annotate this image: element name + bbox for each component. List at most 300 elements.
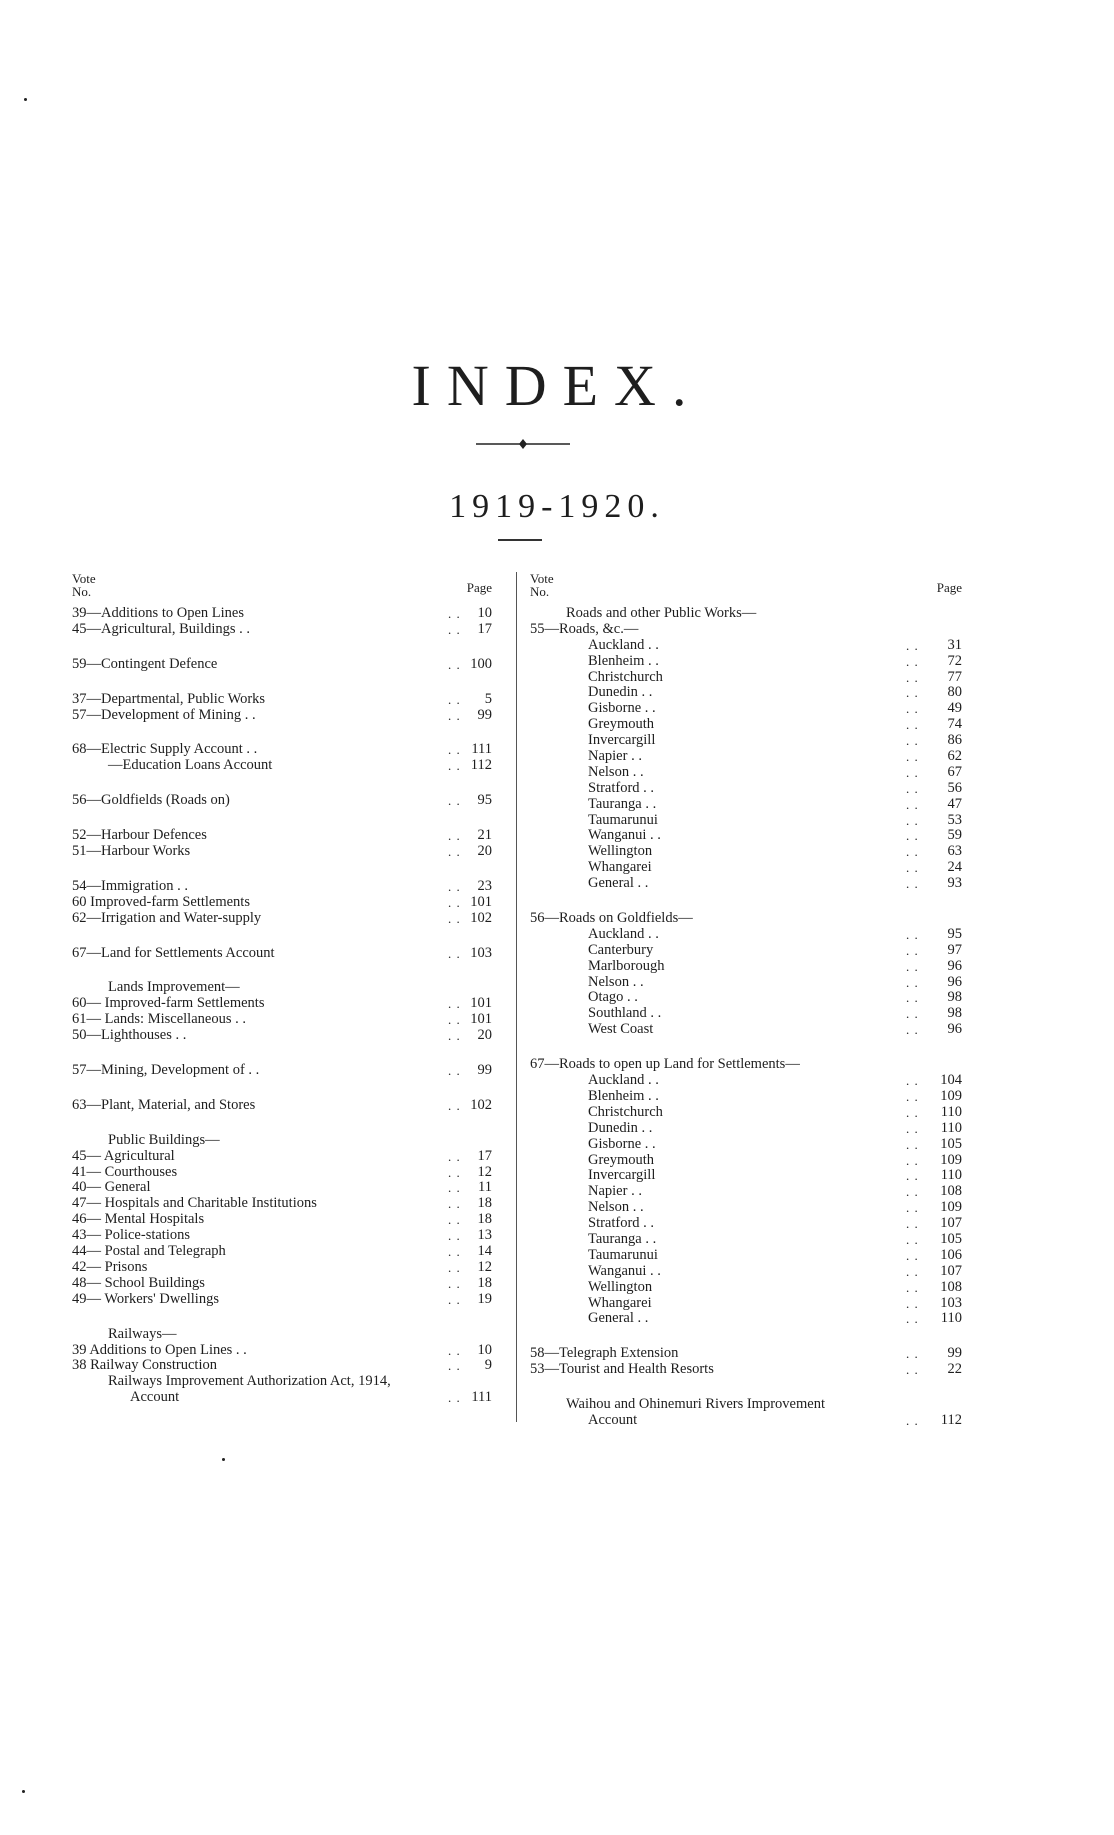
leader-dots: . .	[448, 910, 461, 926]
vote-no-header: Vote No.	[72, 571, 96, 599]
index-entry	[72, 1327, 492, 1343]
index-entry	[530, 765, 962, 781]
entry-page-number: 59	[947, 827, 962, 844]
index-entry	[72, 1390, 492, 1406]
entry-label: 59—Contingent Defence	[72, 655, 218, 672]
entry-page-number: 110	[940, 1119, 962, 1136]
entry-page-number: 103	[940, 1294, 962, 1311]
entry-label: 67—Land for Settlements Account	[72, 944, 275, 961]
entry-page-number: 105	[940, 1230, 962, 1247]
entry-label: Nelson . .	[588, 973, 644, 990]
index-entry	[72, 758, 492, 774]
index-entry	[530, 1184, 962, 1200]
leader-dots: . .	[906, 1311, 919, 1327]
entry-label: 55—Roads, &c.—	[530, 620, 639, 637]
leader-dots: . .	[448, 945, 461, 961]
index-entry	[72, 1012, 492, 1028]
entry-label: 45—Agricultural, Buildings . .	[72, 620, 251, 637]
section-gap	[72, 927, 492, 946]
index-entry	[72, 657, 492, 673]
leader-dots: . .	[906, 1412, 919, 1428]
section-gap	[72, 1114, 492, 1133]
entry-label: 47— Hospitals and Charitable Institutions	[72, 1195, 317, 1212]
leader-dots: . .	[448, 656, 461, 672]
entry-label: 63—Plant, Material, and Stores	[72, 1096, 256, 1113]
index-entry	[530, 1216, 962, 1232]
entry-page-number: 18	[477, 1274, 492, 1291]
section-gap	[530, 1038, 962, 1057]
entry-label: 44— Postal and Telegraph	[72, 1243, 226, 1260]
section-gap	[72, 774, 492, 793]
section-gap	[72, 809, 492, 828]
leader-dots: . .	[906, 1022, 919, 1038]
index-entry	[530, 1153, 962, 1169]
leader-dots: . .	[906, 828, 919, 844]
index-entry	[530, 1413, 962, 1429]
index-entry	[530, 1073, 962, 1089]
index-entry	[72, 1063, 492, 1079]
index-entry	[530, 1022, 962, 1038]
entry-page-number: 101	[470, 1011, 492, 1028]
leader-dots: . .	[448, 742, 461, 758]
entry-page-number: 24	[947, 859, 962, 876]
entry-page-number: 13	[477, 1227, 492, 1244]
leader-dots: . .	[906, 860, 919, 876]
leader-dots: . .	[906, 958, 919, 974]
section-gap	[72, 1044, 492, 1063]
leader-dots: . .	[448, 1012, 461, 1028]
entry-label: Taumarunui	[588, 811, 658, 828]
entry-label: 40— General	[72, 1179, 151, 1196]
index-entry	[530, 1121, 962, 1137]
entry-page-number: 108	[940, 1183, 962, 1200]
entry-page-number: 77	[947, 668, 962, 685]
index-entry	[530, 622, 962, 638]
entry-label: 46— Mental Hospitals	[72, 1211, 205, 1228]
index-entry	[530, 670, 962, 686]
index-entry	[530, 638, 962, 654]
entry-page-number: 19	[477, 1290, 492, 1307]
index-entry	[72, 946, 492, 962]
entry-page-number: 22	[947, 1361, 962, 1378]
leader-dots: . .	[906, 733, 919, 749]
entry-label: Dunedin . .	[588, 1119, 653, 1136]
entry-label: 45— Agricultural	[72, 1147, 175, 1164]
index-entry	[530, 959, 962, 975]
entry-page-number: 49	[947, 700, 962, 717]
entry-label: General . .	[588, 1310, 649, 1327]
index-entry	[530, 975, 962, 991]
leader-dots: . .	[906, 1362, 919, 1378]
leader-dots: . .	[906, 717, 919, 733]
entry-page-number: 99	[477, 1062, 492, 1079]
index-entry	[72, 1149, 492, 1165]
page-year: 1919-1920.	[449, 488, 665, 525]
index-entry	[530, 1296, 962, 1312]
leader-dots: . .	[906, 1152, 919, 1168]
index-entry	[72, 1244, 492, 1260]
left-header	[72, 572, 492, 606]
left-column	[72, 572, 492, 1406]
leader-dots: . .	[906, 1088, 919, 1104]
entry-page-number: 31	[947, 636, 962, 653]
entry-page-number: 96	[947, 957, 962, 974]
entry-page-number: 110	[940, 1103, 962, 1120]
entry-page-number: 107	[940, 1262, 962, 1279]
entry-label: Stratford . .	[588, 779, 655, 796]
entry-label: General . .	[588, 875, 649, 892]
leader-dots: . .	[448, 793, 461, 809]
index-entry	[72, 1358, 492, 1374]
index-entry	[530, 1362, 962, 1378]
index-entry	[530, 1346, 962, 1362]
entry-label: Invercargill	[588, 732, 656, 749]
leader-dots: . .	[906, 701, 919, 717]
index-entry	[72, 895, 492, 911]
left-entries	[72, 606, 492, 1406]
index-entry	[72, 1028, 492, 1044]
index-entry	[72, 1292, 492, 1308]
index-entry	[72, 996, 492, 1012]
index-entry	[530, 990, 962, 1006]
entry-label: 50—Lighthouses . .	[72, 1027, 187, 1044]
entry-page-number: 101	[470, 893, 492, 910]
leader-dots: . .	[906, 812, 919, 828]
entry-label: Invercargill	[588, 1167, 656, 1184]
column-divider	[516, 572, 517, 1422]
entry-page-number: 99	[477, 706, 492, 723]
entry-page-number: 100	[470, 655, 492, 672]
entry-label: Account	[130, 1389, 180, 1406]
entry-label: Whangarei	[588, 859, 652, 876]
entry-page-number: 98	[947, 1005, 962, 1022]
entry-page-number: 20	[477, 843, 492, 860]
entry-label: Auckland . .	[588, 925, 659, 942]
leader-dots: . .	[906, 669, 919, 685]
entry-label: Railways Improvement Authorization Act, 1914,	[108, 1373, 391, 1390]
entry-page-number: 103	[470, 944, 492, 961]
index-entry	[530, 1168, 962, 1184]
index-entry	[72, 793, 492, 809]
entry-label: Auckland . .	[588, 1072, 659, 1089]
entry-label: Tauranga . .	[588, 795, 657, 812]
entry-label: Account	[588, 1411, 638, 1428]
index-entry	[530, 717, 962, 733]
index-entry	[72, 692, 492, 708]
index-entry	[72, 844, 492, 860]
leader-dots: . .	[906, 653, 919, 669]
entry-label: Wanganui . .	[588, 827, 661, 844]
entry-label: Greymouth	[588, 1151, 655, 1168]
leader-dots: . .	[906, 764, 919, 780]
leader-dots: . .	[906, 1346, 919, 1362]
entry-page-number: 110	[940, 1167, 962, 1184]
index-entry	[530, 1264, 962, 1280]
leader-dots: . .	[448, 1259, 461, 1275]
leader-dots: . .	[906, 1200, 919, 1216]
entry-page-number: 110	[940, 1310, 962, 1327]
leader-dots: . .	[448, 1063, 461, 1079]
entry-page-number: 74	[947, 716, 962, 733]
leader-dots: . .	[906, 637, 919, 653]
year-divider	[498, 539, 542, 541]
leader-dots: . .	[448, 1028, 461, 1044]
leader-dots: . .	[448, 621, 461, 637]
index-entry	[530, 1137, 962, 1153]
section-gap	[530, 892, 962, 911]
leader-dots: . .	[448, 1196, 461, 1212]
leader-dots: . .	[448, 996, 461, 1012]
entry-page-number: 53	[947, 811, 962, 828]
entry-label: —Education Loans Account	[108, 757, 273, 774]
entry-label: 38 Railway Construction	[72, 1357, 217, 1374]
leader-dots: . .	[448, 844, 461, 860]
entry-label: Napier . .	[588, 748, 642, 765]
entry-page-number: 67	[947, 763, 962, 780]
entry-label: 60 Improved-farm Settlements	[72, 893, 250, 910]
entry-label: Southland . .	[588, 1005, 662, 1022]
section-gap	[72, 723, 492, 742]
entry-page-number: 47	[947, 795, 962, 812]
index-entry	[72, 1260, 492, 1276]
entry-label: Blenheim . .	[588, 652, 659, 669]
index-entry	[72, 1098, 492, 1114]
leader-dots: . .	[906, 1279, 919, 1295]
leader-dots: . .	[906, 942, 919, 958]
entry-page-number: 17	[477, 620, 492, 637]
entry-page-number: 18	[477, 1211, 492, 1228]
entry-page-number: 96	[947, 1021, 962, 1038]
leader-dots: . .	[448, 1212, 461, 1228]
entry-label: Christchurch	[588, 668, 663, 685]
entry-label: 67—Roads to open up Land for Settlements—	[530, 1056, 800, 1073]
right-entries	[530, 606, 962, 1429]
entry-page-number: 21	[477, 827, 492, 844]
entry-label: Auckland . .	[588, 636, 659, 653]
index-entry	[530, 927, 962, 943]
entry-label: Waihou and Ohinemuri Rivers Improvement	[566, 1396, 825, 1413]
index-entry	[72, 1374, 492, 1390]
entry-page-number: 112	[470, 757, 492, 774]
page-header: Page	[466, 580, 492, 595]
entry-label: Tauranga . .	[588, 1230, 657, 1247]
entry-label: Greymouth	[588, 716, 655, 733]
index-entry	[530, 733, 962, 749]
entry-label: 49— Workers' Dwellings	[72, 1290, 219, 1307]
entry-page-number: 97	[947, 941, 962, 958]
entry-page-number: 12	[477, 1258, 492, 1275]
leader-dots: . .	[906, 1263, 919, 1279]
entry-label: Gisborne . .	[588, 700, 656, 717]
entry-label: Public Buildings—	[108, 1131, 220, 1148]
entry-label: 37—Departmental, Public Works	[72, 690, 266, 707]
entry-label: 57—Development of Mining . .	[72, 706, 256, 723]
leader-dots: . .	[906, 990, 919, 1006]
entry-label: Wellington	[588, 1278, 653, 1295]
entry-label: 39 Additions to Open Lines . .	[72, 1341, 247, 1358]
entry-label: 68—Electric Supply Account . .	[72, 741, 258, 758]
leader-dots: . .	[906, 1073, 919, 1089]
index-entry	[530, 781, 962, 797]
section-gap	[72, 961, 492, 980]
entry-label: 43— Police-stations	[72, 1227, 191, 1244]
paper-speck	[22, 1790, 25, 1793]
entry-page-number: 18	[477, 1195, 492, 1212]
entry-page-number: 14	[477, 1243, 492, 1260]
index-entry	[530, 1057, 962, 1073]
page-header: Page	[936, 580, 962, 595]
entry-page-number: 93	[947, 875, 962, 892]
index-entry	[530, 701, 962, 717]
leader-dots: . .	[906, 749, 919, 765]
index-entry	[530, 1311, 962, 1327]
entry-label: Blenheim . .	[588, 1087, 659, 1104]
entry-label: 56—Goldfields (Roads on)	[72, 792, 230, 809]
entry-label: Wanganui . .	[588, 1262, 661, 1279]
entry-label: 41— Courthouses	[72, 1163, 178, 1180]
entry-label: Nelson . .	[588, 763, 644, 780]
index-entry	[530, 1248, 962, 1264]
entry-page-number: 109	[940, 1087, 962, 1104]
entry-page-number: 112	[940, 1411, 962, 1428]
index-entry	[72, 1196, 492, 1212]
leader-dots: . .	[448, 707, 461, 723]
entry-page-number: 111	[471, 741, 492, 758]
index-entry	[72, 1165, 492, 1181]
leader-dots: . .	[448, 1180, 461, 1196]
leader-dots: . .	[448, 1358, 461, 1374]
paper-speck	[222, 1458, 225, 1461]
leader-dots: . .	[448, 828, 461, 844]
leader-dots: . .	[906, 876, 919, 892]
entry-page-number: 63	[947, 843, 962, 860]
section-gap	[72, 860, 492, 879]
index-entry	[530, 749, 962, 765]
entry-label: 60— Improved-farm Settlements	[72, 995, 265, 1012]
entry-page-number: 109	[940, 1199, 962, 1216]
index-entry	[72, 980, 492, 996]
leader-dots: . .	[906, 1168, 919, 1184]
leader-dots: . .	[448, 1291, 461, 1307]
index-entry	[72, 622, 492, 638]
index-entry	[530, 813, 962, 829]
entry-label: 39—Additions to Open Lines	[72, 605, 244, 621]
leader-dots: . .	[906, 685, 919, 701]
leader-dots: . .	[448, 1097, 461, 1113]
entry-page-number: 56	[947, 779, 962, 796]
section-gap	[530, 1327, 962, 1346]
entry-label: Whangarei	[588, 1294, 652, 1311]
index-entry	[72, 1276, 492, 1292]
section-gap	[72, 673, 492, 692]
leader-dots: . .	[448, 606, 461, 621]
entry-page-number: 86	[947, 732, 962, 749]
leader-dots: . .	[448, 1390, 461, 1406]
leader-dots: . .	[906, 926, 919, 942]
leader-dots: . .	[448, 894, 461, 910]
entry-page-number: 5	[484, 690, 492, 707]
entry-label: 53—Tourist and Health Resorts	[530, 1361, 714, 1378]
entry-label: Stratford . .	[588, 1215, 655, 1232]
index-entry	[72, 708, 492, 724]
leader-dots: . .	[448, 1342, 461, 1358]
right-header	[530, 572, 962, 606]
entry-label: Canterbury	[588, 941, 654, 958]
entry-label: Taumarunui	[588, 1246, 658, 1263]
leader-dots: . .	[448, 691, 461, 707]
index-entry	[72, 911, 492, 927]
entry-label: Railways—	[108, 1325, 177, 1342]
entry-page-number: 17	[477, 1147, 492, 1164]
entry-label: West Coast	[588, 1021, 654, 1038]
index-entry	[530, 1232, 962, 1248]
index-entry	[530, 860, 962, 876]
entry-page-number: 62	[947, 748, 962, 765]
entry-label: Gisborne . .	[588, 1135, 656, 1152]
leader-dots: . .	[906, 1104, 919, 1120]
index-entry	[72, 606, 492, 622]
index-entry	[530, 876, 962, 892]
entry-label: 61— Lands: Miscellaneous . .	[72, 1011, 246, 1028]
index-entry	[530, 685, 962, 701]
vote-no-header: Vote No.	[530, 571, 554, 599]
index-entry	[530, 1280, 962, 1296]
entry-label: Marlborough	[588, 957, 665, 974]
entry-label: Napier . .	[588, 1183, 642, 1200]
section-gap	[72, 638, 492, 657]
entry-label: Nelson . .	[588, 1199, 644, 1216]
entry-page-number: 10	[477, 605, 492, 621]
index-entry	[72, 828, 492, 844]
entry-label: 51—Harbour Works	[72, 843, 191, 860]
leader-dots: . .	[448, 1148, 461, 1164]
leader-dots: . .	[906, 974, 919, 990]
entry-page-number: 102	[470, 1096, 492, 1113]
index-entry	[72, 879, 492, 895]
entry-page-number: 23	[477, 877, 492, 894]
leader-dots: . .	[906, 1247, 919, 1263]
entry-page-number: 20	[477, 1027, 492, 1044]
entry-page-number: 104	[940, 1072, 962, 1089]
index-entry	[530, 828, 962, 844]
leader-dots: . .	[906, 1006, 919, 1022]
leader-dots: . .	[906, 1231, 919, 1247]
index-entry	[530, 1006, 962, 1022]
entry-label: Otago . .	[588, 989, 638, 1006]
ornament-rule-icon	[476, 438, 570, 450]
index-entry	[530, 911, 962, 927]
entry-page-number: 95	[947, 925, 962, 942]
entry-page-number: 102	[470, 909, 492, 926]
entry-label: Dunedin . .	[588, 684, 653, 701]
paper-speck	[24, 98, 27, 101]
entry-label: 57—Mining, Development of . .	[72, 1062, 260, 1079]
index-entry	[530, 797, 962, 813]
entry-page-number: 109	[940, 1151, 962, 1168]
page-title: INDEX.	[411, 353, 703, 418]
entry-label: Roads and other Public Works—	[566, 605, 757, 621]
entry-page-number: 111	[471, 1389, 492, 1406]
entry-page-number: 98	[947, 989, 962, 1006]
entry-page-number: 107	[940, 1215, 962, 1232]
leader-dots: . .	[906, 1136, 919, 1152]
index-entry	[72, 742, 492, 758]
leader-dots: . .	[906, 1295, 919, 1311]
entry-page-number: 80	[947, 684, 962, 701]
index-entry	[72, 1212, 492, 1228]
leader-dots: . .	[448, 878, 461, 894]
leader-dots: . .	[906, 844, 919, 860]
